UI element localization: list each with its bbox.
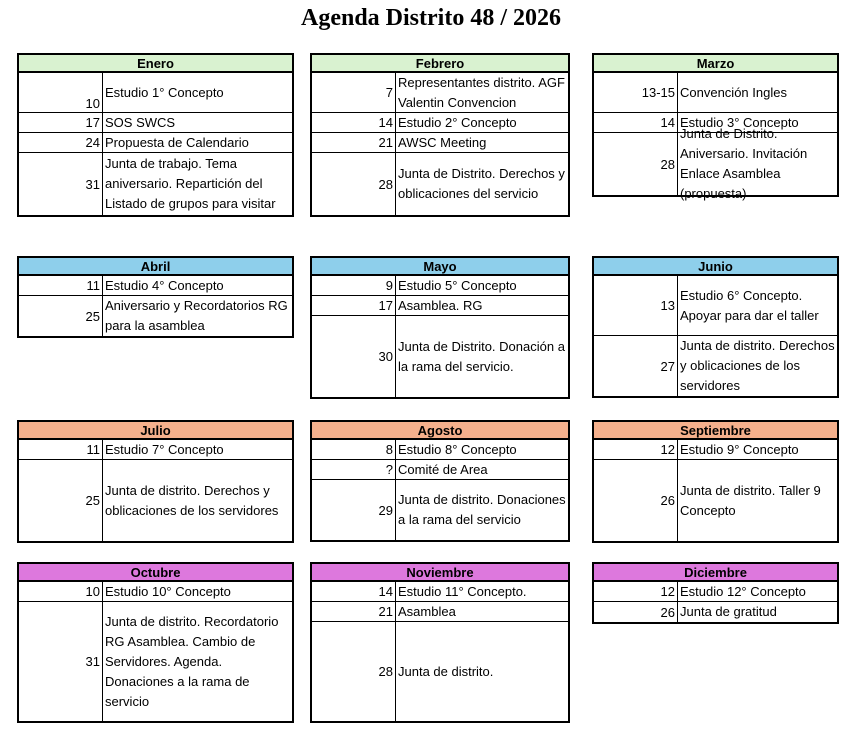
event-day: 9 bbox=[312, 276, 396, 295]
event-day: 26 bbox=[594, 602, 678, 622]
event-text: Comité de Area bbox=[398, 461, 488, 477]
event-day: 12 bbox=[594, 440, 678, 459]
event-text: AWSC Meeting bbox=[398, 134, 487, 150]
event-day: 27 bbox=[594, 336, 678, 396]
event-text: Convención Ingles bbox=[680, 84, 787, 100]
event-text: Estudio 7° Concepto bbox=[105, 441, 224, 457]
event-text: Junta de distrito. Derechos y oblicaciones de los servidores bbox=[105, 482, 279, 518]
event-row bbox=[312, 133, 568, 153]
event-text: Estudio 9° Concepto bbox=[680, 441, 799, 457]
event-day: 14 bbox=[594, 113, 678, 132]
event-text: Estudio 11° Concepto. bbox=[398, 583, 527, 599]
event-text: Junta de Distrito. Aniversario. Invitación Enlace Asamblea (propuesta) bbox=[680, 126, 808, 201]
event-day: 24 bbox=[19, 133, 103, 152]
month-diciembre bbox=[592, 562, 839, 624]
month-header: Julio bbox=[19, 422, 292, 440]
month-febrero bbox=[310, 53, 570, 217]
event-day: 14 bbox=[312, 582, 396, 601]
event-row bbox=[594, 460, 837, 541]
event-row bbox=[312, 296, 568, 316]
month-octubre bbox=[17, 562, 294, 723]
event-text: Estudio 8° Concepto bbox=[398, 441, 517, 457]
event-row bbox=[312, 440, 568, 460]
event-row bbox=[19, 73, 292, 113]
event-row bbox=[312, 276, 568, 296]
event-day: 11 bbox=[19, 276, 103, 295]
month-marzo bbox=[592, 53, 839, 201]
month-agosto bbox=[310, 420, 570, 542]
month-header: Septiembre bbox=[594, 422, 837, 440]
event-row bbox=[594, 602, 837, 622]
event-text: Junta de Distrito. Derechos y oblicaciones del servicio bbox=[398, 166, 565, 201]
event-text: Estudio 2° Concepto bbox=[398, 114, 517, 130]
event-day: 10 bbox=[19, 582, 103, 601]
event-day: 8 bbox=[312, 440, 396, 459]
event-row bbox=[19, 582, 292, 602]
event-text: Junta de distrito. Derechos y oblicaciones de los servidores bbox=[680, 338, 835, 393]
event-row bbox=[594, 126, 837, 201]
month-header: Marzo bbox=[594, 55, 837, 73]
event-day: 12 bbox=[594, 582, 678, 601]
event-row bbox=[594, 73, 837, 113]
event-day: 7 bbox=[312, 73, 396, 112]
event-text: Aniversario y Recordatorios RG para la asamblea bbox=[105, 298, 288, 333]
event-text: Asamblea. RG bbox=[398, 297, 483, 313]
month-header: Noviembre bbox=[312, 564, 568, 582]
event-day: 30 bbox=[312, 316, 396, 397]
event-row bbox=[19, 460, 292, 541]
event-day: 28 bbox=[312, 153, 396, 215]
event-text: Propuesta de Calendario bbox=[105, 134, 249, 150]
event-row bbox=[19, 296, 292, 336]
event-text: Junta de trabajo. Tema aniversario. Repartición del Listado de grupos para visitar bbox=[105, 156, 276, 211]
event-row bbox=[594, 336, 837, 396]
event-row bbox=[594, 276, 837, 336]
event-row bbox=[312, 622, 568, 721]
event-row bbox=[19, 113, 292, 133]
month-junio bbox=[592, 256, 839, 398]
month-header: Mayo bbox=[312, 258, 568, 276]
event-text: Representantes distrito. AGF Valentin Convencion bbox=[398, 74, 565, 110]
event-row bbox=[19, 440, 292, 460]
event-day: 25 bbox=[19, 296, 103, 336]
event-text: Junta de distrito. Donaciones a la rama del servicio bbox=[398, 492, 566, 527]
event-row bbox=[312, 480, 568, 540]
event-row bbox=[594, 582, 837, 602]
event-day: 21 bbox=[312, 602, 396, 621]
event-day: 25 bbox=[19, 460, 103, 541]
event-day: 26 bbox=[594, 460, 678, 541]
month-header: Agosto bbox=[312, 422, 568, 440]
event-row bbox=[312, 113, 568, 133]
event-text: Estudio 6° Concepto. Apoyar para dar el taller bbox=[680, 287, 819, 323]
month-abril bbox=[17, 256, 294, 338]
event-row bbox=[312, 602, 568, 622]
event-day: 28 bbox=[594, 133, 678, 195]
event-day: 29 bbox=[312, 480, 396, 540]
event-day: 31 bbox=[19, 153, 103, 215]
event-text: Estudio 10° Concepto bbox=[105, 583, 231, 599]
event-text: Estudio 4° Concepto bbox=[105, 277, 224, 293]
month-header: Enero bbox=[19, 55, 292, 73]
month-mayo bbox=[310, 256, 570, 399]
month-septiembre bbox=[592, 420, 839, 543]
event-day: 21 bbox=[312, 133, 396, 152]
event-text: SOS SWCS bbox=[105, 114, 176, 130]
event-day: 28 bbox=[312, 622, 396, 721]
event-text: Asamblea bbox=[398, 603, 456, 619]
event-row bbox=[19, 133, 292, 153]
event-day: 10 bbox=[19, 73, 103, 112]
event-text: Estudio 1° Concepto bbox=[105, 84, 224, 100]
month-header: Febrero bbox=[312, 55, 568, 73]
event-day: 13 bbox=[594, 276, 678, 335]
month-header: Abril bbox=[19, 258, 292, 276]
month-header: Junio bbox=[594, 258, 837, 276]
event-text: Junta de Distrito. Donación a la rama del servicio. bbox=[398, 338, 565, 374]
event-row bbox=[312, 582, 568, 602]
event-row bbox=[594, 440, 837, 460]
event-day: 17 bbox=[19, 113, 103, 132]
event-day: 14 bbox=[312, 113, 396, 132]
event-day: 11 bbox=[19, 440, 103, 459]
event-row bbox=[19, 153, 292, 215]
event-row bbox=[19, 276, 292, 296]
event-day: 31 bbox=[19, 602, 103, 721]
event-text: Junta de distrito. Taller 9 Concepto bbox=[680, 482, 821, 518]
month-noviembre bbox=[310, 562, 570, 723]
event-day: 13-15 bbox=[594, 73, 678, 112]
event-row bbox=[312, 316, 568, 397]
month-enero bbox=[17, 53, 294, 217]
event-text: Junta de gratitud bbox=[680, 604, 777, 619]
month-header: Diciembre bbox=[594, 564, 837, 582]
event-row bbox=[312, 460, 568, 480]
event-day: ? bbox=[312, 460, 396, 479]
event-row bbox=[312, 73, 568, 113]
month-julio bbox=[17, 420, 294, 543]
event-text: Estudio 12° Concepto bbox=[680, 583, 806, 599]
event-text: Junta de distrito. Recordatorio RG Asamblea. Cambio de Servidores. Agenda. Donaciones a la rama de servicio bbox=[105, 613, 279, 709]
event-row bbox=[312, 153, 568, 215]
event-text: Estudio 5° Concepto bbox=[398, 277, 517, 293]
event-row bbox=[19, 602, 292, 721]
event-text: Estudio 3° Concepto bbox=[680, 114, 799, 130]
month-header: Octubre bbox=[19, 564, 292, 582]
event-day: 17 bbox=[312, 296, 396, 315]
page-title: Agenda Distrito 48 / 2026 bbox=[301, 5, 561, 31]
event-text: Junta de distrito. bbox=[398, 663, 494, 679]
